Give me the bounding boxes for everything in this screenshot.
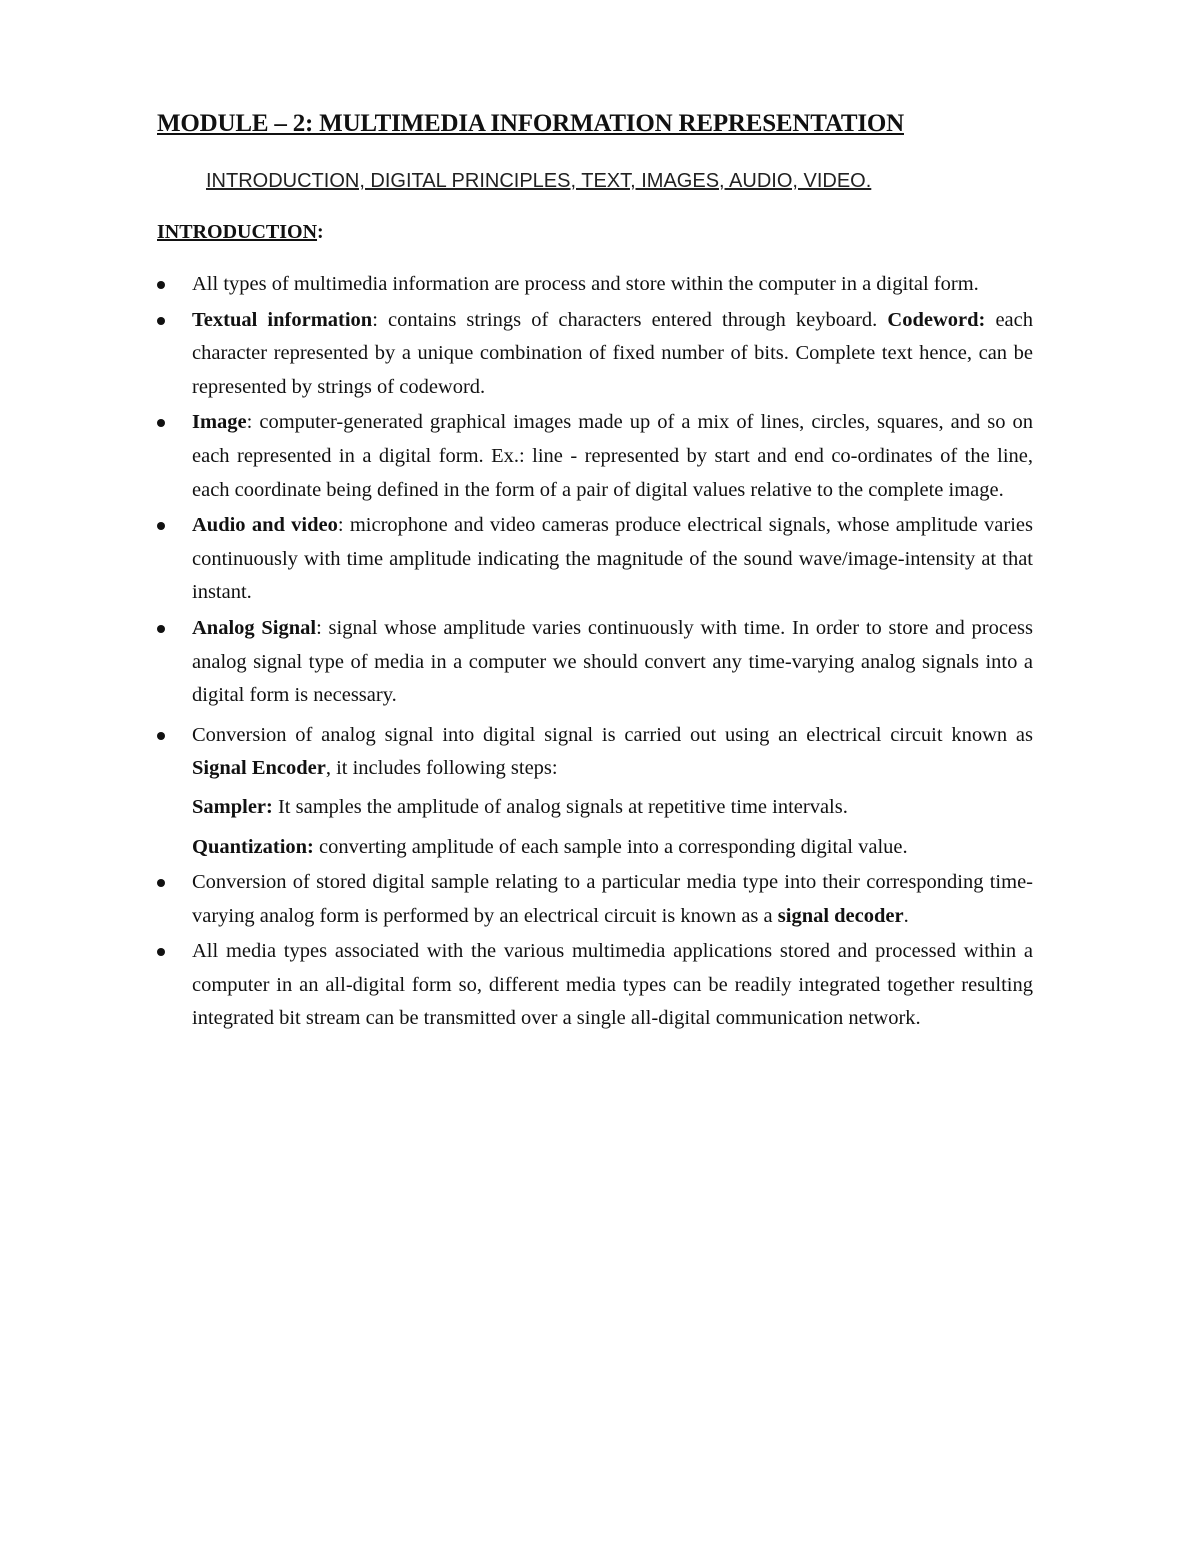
list-item (157, 509, 1033, 610)
list-item-term: Audio and video (192, 514, 338, 537)
list-item-text: : microphone and video cameras produce electrical signals, whose amplitude varies continuously with time amplitude indicating the magnitude of the sound wave/image-intensity at that instant. (192, 514, 1033, 604)
list-item-text: All media types associated with the various multimedia applications stored and processed within a computer in an all-digital form so, different media types can be readily integrated together resulting integrated bit stream can be transmitted over a single all-digital communication network. (192, 940, 1033, 1030)
bullet-icon (157, 419, 165, 427)
list-item-text: Conversion of stored digital sample relating to a particular media type into their corresponding time-varying analog form is performed by an electrical circuit is known as a (192, 871, 1033, 927)
sampler-term: Sampler: (192, 795, 273, 818)
list-item (157, 304, 1033, 405)
quantization-text: converting amplitude of each sample into a corresponding digital value. (313, 835, 908, 858)
section-heading-text: INTRODUCTION (157, 221, 318, 243)
list-item (157, 612, 1033, 713)
list-item-text: : signal whose amplitude varies continuously with time. In order to store and process analog signal type of media in a computer we should convert any time-varying analog signals into a digital form is necessary. (192, 616, 1033, 707)
page-title: MODULE – 2: MULTIMEDIA INFORMATION REPRESENTATION (157, 110, 904, 137)
bullet-icon (157, 522, 165, 530)
bullet-icon (157, 625, 165, 633)
list-item-text: Conversion of analog signal into digital signal is carried out using an electrical circuit known as (192, 723, 1033, 746)
bullet-icon (157, 732, 165, 740)
list-item-term: Signal Encoder (192, 757, 326, 780)
list-item-text: All types of multimedia information are process and store within the computer in a digital form. (192, 273, 979, 295)
list-item-term: Textual information (192, 308, 373, 331)
list-item-text: : contains strings of characters entered through keyboard. (372, 308, 888, 331)
quantization-term: Quantization: (192, 835, 314, 858)
topics-subtitle: INTRODUCTION, DIGITAL PRINCIPLES, TEXT, IMAGES, AUDIO, VIDEO. (206, 170, 872, 192)
list-item-term: signal decoder (777, 904, 904, 927)
list-item-term: Image (192, 411, 247, 434)
bullet-icon (157, 879, 165, 887)
list-item (157, 268, 1033, 302)
section-heading-introduction (157, 221, 324, 244)
list-item-text: , it includes following steps: (325, 757, 558, 780)
list-item (157, 719, 1033, 864)
list-item-text: . (903, 904, 909, 927)
bullet-icon (157, 281, 165, 289)
list-item-text: each character represented by a unique combination of fixed number of bits. Complete text hence, can be represented by strings of codeword. (192, 308, 1033, 398)
list-item-term: Codeword: (887, 308, 986, 331)
sampler-paragraph (192, 791, 1033, 825)
introduction-bullet-list (157, 268, 1033, 1038)
list-item (157, 935, 1033, 1036)
list-item-term: Analog Signal (192, 616, 317, 639)
bullet-icon (157, 317, 165, 325)
list-item (157, 866, 1033, 933)
section-heading-colon: : (317, 221, 324, 243)
bullet-icon (157, 948, 165, 956)
quantization-paragraph (192, 831, 1033, 865)
sampler-text: It samples the amplitude of analog signals at repetitive time intervals. (272, 795, 848, 818)
list-item (157, 406, 1033, 507)
list-item-text: : computer-generated graphical images made up of a mix of lines, circles, squares, and so on each represented in a digital form. Ex.: line - represented by start and end co-ordinates of the line, each coordinate being defined in the form of a pair of digital values relative to the complete image. (192, 411, 1033, 501)
